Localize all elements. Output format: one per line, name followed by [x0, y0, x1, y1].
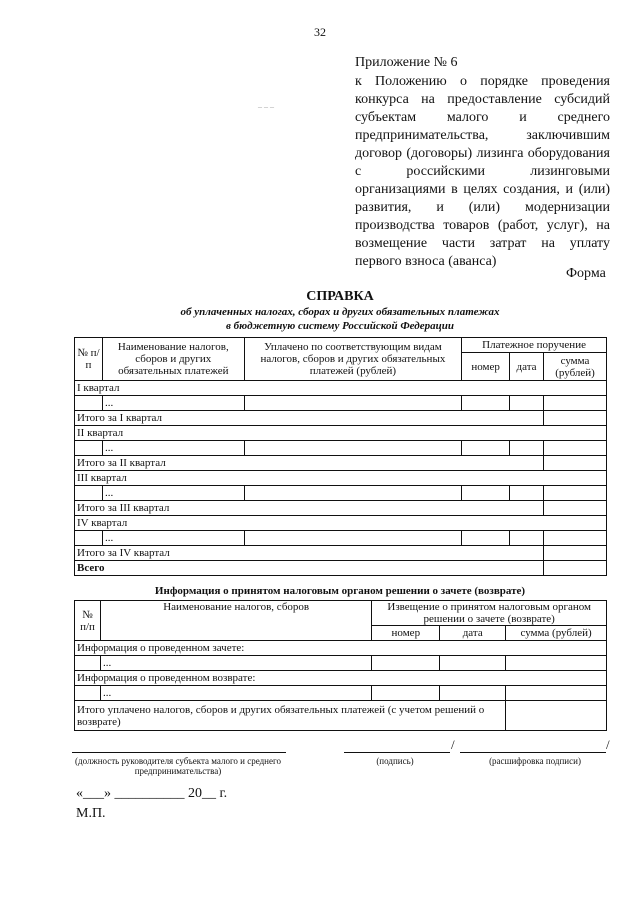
document-subtitle-2: в бюджетную систему Российской Федерации — [226, 320, 454, 332]
q3-ellipsis: ... — [102, 486, 244, 501]
decode-line — [460, 741, 606, 753]
q4-ellipsis: ... — [102, 531, 244, 546]
scan-mark: _ _ _ — [258, 100, 274, 109]
t2-header-date: дата — [440, 626, 506, 641]
document-title: СПРАВКА — [306, 289, 374, 304]
q4-label: IV квартал — [75, 516, 607, 531]
header-date: дата — [510, 353, 544, 381]
t2-header-name: Наименование налогов, сборов — [100, 601, 371, 641]
page-number: 32 — [314, 25, 326, 39]
q3-label: III квартал — [75, 471, 607, 486]
t2-header-sum: сумма (рублей) — [506, 626, 607, 641]
position-caption: (должность руководителя субъекта малого и среднего предпринимательства) — [75, 756, 281, 776]
grand-total: Всего — [75, 561, 544, 576]
t2-header-notice: Извещение о принятом налоговым органом решении о зачете (возврате) — [372, 601, 607, 626]
appendix-title: Приложение № 6 — [355, 55, 458, 70]
document-subtitle-1: об уплаченных налогах, сборах и других обязательных платежах — [180, 306, 500, 318]
offset-ellipsis: ... — [100, 656, 371, 671]
q2-label: II квартал — [75, 426, 607, 441]
date-line: «___» __________ 20__ г. — [76, 786, 228, 801]
q2-ellipsis: ... — [102, 441, 244, 456]
q3-total: Итого за III квартал — [75, 501, 544, 516]
t2-header-num: № п/п — [75, 601, 101, 641]
q2-total: Итого за II квартал — [75, 456, 544, 471]
q1-ellipsis: ... — [102, 396, 244, 411]
offset-refund-table — [74, 600, 607, 731]
header-paid: Уплачено по соответствующим видам налогов, сборов и других обязательных платежей (рублей) — [244, 338, 461, 381]
tax-payments-table — [74, 337, 607, 576]
q1-label: I квартал — [75, 381, 607, 396]
stamp-place: М.П. — [76, 806, 106, 821]
refund-ellipsis: ... — [100, 686, 371, 701]
t2-total: Итого уплачено налогов, сборов и других обязательных платежей (с учетом решений о возврате) — [75, 701, 506, 731]
header-sum: сумма (рублей) — [544, 353, 607, 381]
slash-2: / — [606, 737, 610, 752]
form-label: Форма — [566, 266, 606, 281]
decode-caption: (расшифровка подписи) — [489, 756, 581, 766]
section2-title: Информация о принятом налоговым органом решении о зачете (возврате) — [154, 585, 526, 597]
offset-info-label: Информация о проведенном зачете: — [75, 641, 607, 656]
refund-info-label: Информация о проведенном возврате: — [75, 671, 607, 686]
signature-line — [344, 741, 450, 753]
q1-total: Итого за I квартал — [75, 411, 544, 426]
position-line — [72, 741, 286, 753]
header-name: Наименование налогов, сборов и других обязательных платежей — [102, 338, 244, 381]
slash-1: / — [451, 737, 455, 752]
t2-header-number: номер — [372, 626, 440, 641]
q4-total: Итого за IV квартал — [75, 546, 544, 561]
header-payment-order: Платежное поручение — [462, 338, 607, 353]
header-number: номер — [462, 353, 510, 381]
header-num: № п/п — [75, 338, 103, 381]
appendix-text: к Положению о порядке проведения конкурса на предоставление субсидий субъектам малого и среднего предпринимательства, заключившим договор (договоры) лизинга оборудования с российскими лизинговыми организациями в целях создания, и (или) развития, и (или) модернизации производства товаров (работ, услуг), на возмещение части затрат на уплату первого взноса (аванса) — [355, 74, 610, 269]
signature-caption: (подпись) — [376, 756, 414, 766]
